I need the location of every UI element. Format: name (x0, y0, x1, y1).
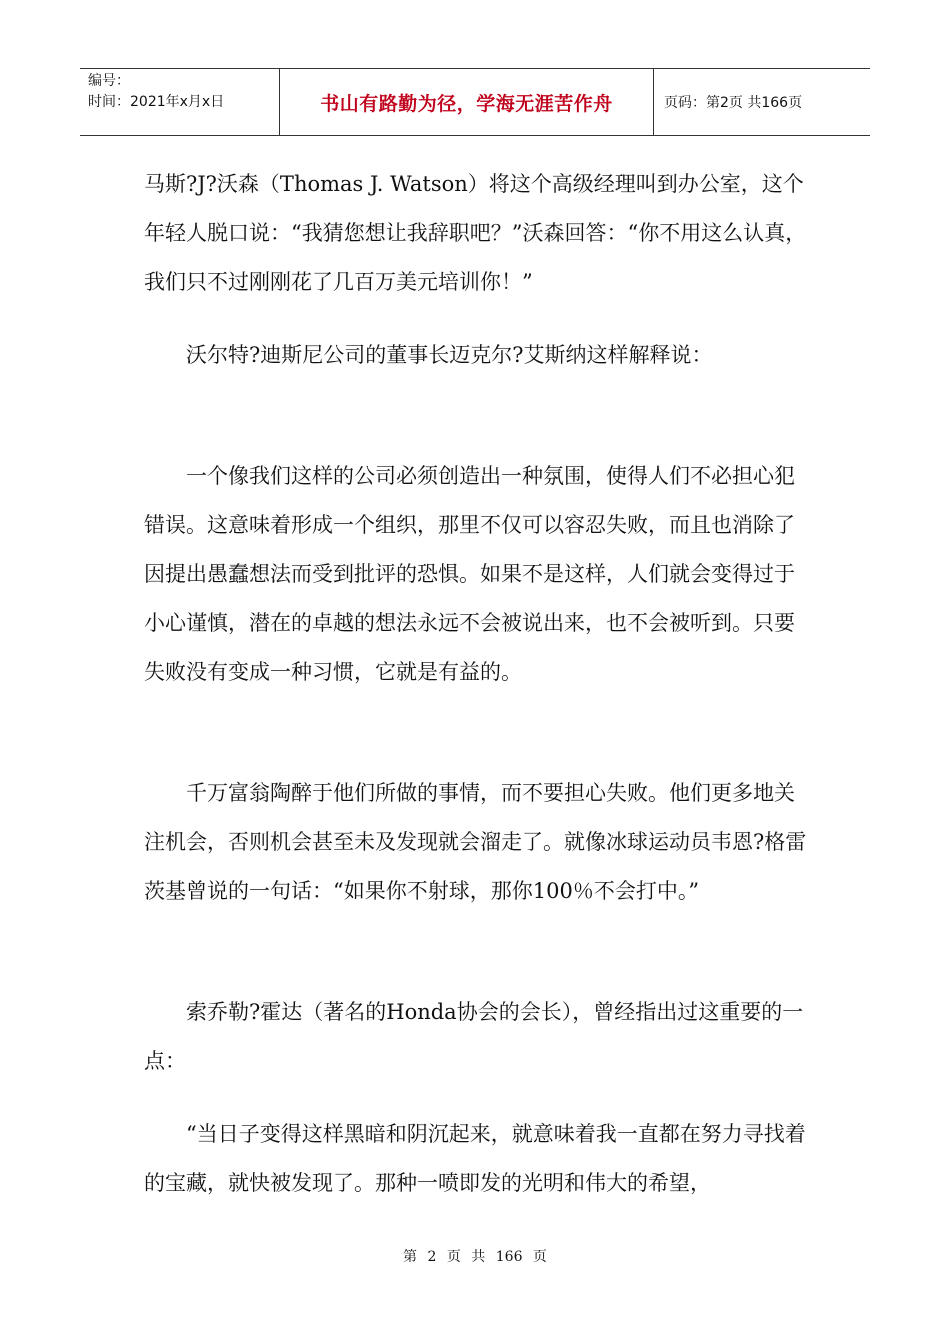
paragraph: 索乔勒?霍达（著名的Honda协会的会长），曾经指出过这重要的一点： (144, 1000, 804, 1073)
paragraph: 马斯?J?沃森（Thomas J. Watson）将这个高级经理叫到办公室，这个年轻人脱口说：“我猜您想让我辞职吧？”沃森回答：“你不用这么认真，我们只不过刚刚花了几百万美元培训你！” (144, 172, 807, 294)
header-motto: 书山有路勤为径，学海无涯苦作舟 (280, 69, 654, 135)
header-info-cell (80, 69, 280, 135)
paragraph: 一个像我们这样的公司必须创造出一种氛围，使得人们不必担心犯错误。这意味着形成一个组织，那里不仅可以容忍失败，而且也消除了因提出愚蠢想法而受到批评的恐惧。如果不是这样，人们就会变得过于小心谨慎，潜在的卓越的想法永远不会被说出来，也不会被听到。只要失败没有变成一种习惯，它就是有益的。 (144, 464, 795, 684)
document-date: 时间：2021年x月x日 (88, 94, 225, 110)
paragraph: 千万富翁陶醉于他们所做的事情，而不要担心失败。他们更多地关注机会，否则机会甚至未及发现就会溜走了。就像冰球运动员韦恩?格雷茨基曾说的一句话：“如果你不射球，那你100％不会打中。” (144, 781, 807, 903)
paragraph: 沃尔特?迪斯尼公司的董事长迈克尔?艾斯纳这样解释说： (186, 343, 713, 367)
document-body (144, 160, 808, 1208)
document-number-label: 编号： (88, 73, 130, 89)
page-header (80, 68, 870, 136)
page-footer: 第 2 页 共 166 页 (403, 1249, 547, 1265)
header-page-info: 页码：第2页 共166页 (664, 95, 803, 111)
paragraph: “当日子变得这样黑暗和阴沉起来，就意味着我一直都在努力寻找着的宝藏，就快被发现了。那种一喷即发的光明和伟大的希望， (144, 1122, 806, 1195)
